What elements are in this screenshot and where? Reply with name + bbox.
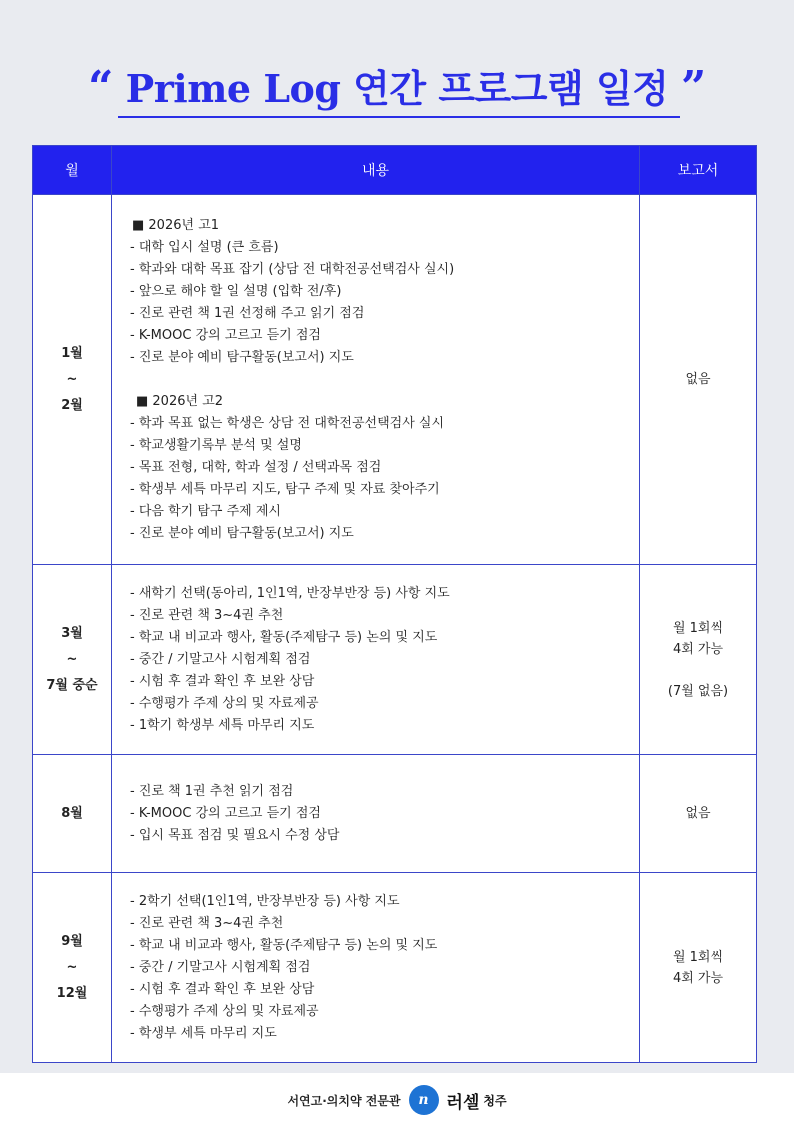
- list-item: - 학교생활기록부 분석 및 설명: [130, 437, 302, 453]
- list-item: - 2학기 선택(1인1역, 반장부반장 등) 사항 지도: [130, 893, 400, 909]
- report-line: 월 1회씩: [672, 620, 724, 636]
- month-line: 1월: [61, 345, 83, 361]
- month-line: 8월: [61, 805, 83, 821]
- list-item: - 학생부 세특 마무리 지도: [130, 1025, 277, 1041]
- brand-name: 러셀: [446, 1092, 480, 1113]
- brand-emblem-icon: n: [409, 1085, 439, 1115]
- title-text: Prime Log 연간 프로그램 일정: [125, 66, 669, 111]
- header-report: 보고서: [640, 146, 757, 195]
- list-item: - K-MOOC 강의 고르고 듣기 점검: [130, 327, 321, 343]
- content-cell: [112, 755, 640, 873]
- list-item: - 1학기 학생부 세특 마무리 지도: [130, 717, 315, 733]
- content-cell: [112, 565, 640, 755]
- report-line: (7월 없음): [667, 683, 729, 699]
- list-item: - 시험 후 결과 확인 후 보완 상담: [130, 981, 315, 997]
- report-cell: [640, 873, 757, 1063]
- report-line: 4회 가능: [672, 970, 724, 986]
- month-line: ~: [66, 959, 78, 975]
- schedule-table: [32, 145, 757, 1063]
- list-item: - 입시 목표 점검 및 필요시 수정 상담: [130, 827, 340, 843]
- month-cell: [33, 755, 112, 873]
- section-heading: ■ 2026년 고1: [132, 217, 220, 233]
- month-line: 7월 중순: [46, 677, 98, 693]
- table-row: [33, 755, 757, 873]
- list-item: - 학교 내 비교과 행사, 활동(주제탐구 등) 논의 및 지도: [130, 937, 438, 953]
- brand-tagline: 서연고·의치약 전문관: [287, 1093, 401, 1108]
- brand-city: 청주: [483, 1093, 507, 1108]
- spacer: [130, 369, 639, 391]
- page-title: [0, 58, 794, 113]
- list-item: - 앞으로 해야 할 일 설명 (입학 전/후): [130, 283, 342, 299]
- report-line: 없음: [685, 806, 711, 821]
- section-heading: ■ 2026년 고2: [136, 393, 224, 409]
- report-line: 4회 가능: [672, 641, 724, 657]
- list-item: - 학생부 세특 마무리 지도, 탐구 주제 및 자료 찾아주기: [130, 481, 440, 497]
- list-item: - 다음 학기 탐구 주제 제시: [130, 503, 281, 519]
- report-line: 월 1회씩: [672, 949, 724, 965]
- brand-logo: [0, 1085, 794, 1115]
- list-item: - 진로 관련 책 3~4권 추천: [130, 607, 284, 623]
- month-line: 2월: [61, 397, 83, 413]
- list-item: - 진로 분야 예비 탐구활동(보고서) 지도: [130, 525, 354, 541]
- header-content: 내용: [112, 146, 640, 195]
- list-item: - 목표 전형, 대학, 학과 설정 / 선택과목 점검: [130, 459, 382, 475]
- table-row: [33, 873, 757, 1063]
- month-line: 9월: [61, 933, 83, 949]
- list-item: - 진로 관련 책 1권 선정해 주고 읽기 점검: [130, 305, 365, 321]
- list-item: - 진로 관련 책 3~4권 추천: [130, 915, 284, 931]
- report-line: 없음: [685, 372, 711, 387]
- report-cell: [640, 195, 757, 565]
- list-item: - K-MOOC 강의 고르고 듣기 점검: [130, 805, 321, 821]
- table-row: [33, 565, 757, 755]
- report-line: [641, 660, 755, 681]
- list-item: - 대학 입시 설명 (큰 흐름): [130, 239, 279, 255]
- open-quote: “: [88, 62, 113, 113]
- header-month: 월: [33, 146, 112, 195]
- list-item: - 중간 / 기말고사 시험계획 점검: [130, 959, 311, 975]
- list-item: - 진로 분야 예비 탐구활동(보고서) 지도: [130, 349, 354, 365]
- month-cell: [33, 195, 112, 565]
- list-item: - 시험 후 결과 확인 후 보완 상담: [130, 673, 315, 689]
- content-cell: [112, 195, 640, 565]
- header-row: [33, 146, 757, 195]
- month-cell: [33, 565, 112, 755]
- list-item: - 학교 내 비교과 행사, 활동(주제탐구 등) 논의 및 지도: [130, 629, 438, 645]
- content-cell: [112, 873, 640, 1063]
- list-item: - 수행평가 주제 상의 및 자료제공: [130, 1003, 319, 1019]
- table-row: [33, 195, 757, 565]
- report-cell: [640, 755, 757, 873]
- list-item: - 수행평가 주제 상의 및 자료제공: [130, 695, 319, 711]
- title-underline: [118, 116, 680, 118]
- close-quote: ”: [681, 62, 706, 113]
- list-item: - 학과와 대학 목표 잡기 (상담 전 대학전공선택검사 실시): [130, 261, 455, 277]
- title-block: [0, 52, 794, 132]
- list-item: - 새학기 선택(동아리, 1인1역, 반장부반장 등) 사항 지도: [130, 585, 450, 601]
- footer: [0, 1073, 794, 1123]
- list-item: - 학과 목표 없는 학생은 상담 전 대학전공선택검사 실시: [130, 415, 445, 431]
- month-line: ~: [66, 371, 78, 387]
- month-line: 3월: [61, 625, 83, 641]
- list-item: - 중간 / 기말고사 시험계획 점검: [130, 651, 311, 667]
- month-line: 12월: [56, 985, 88, 1001]
- month-cell: [33, 873, 112, 1063]
- month-line: ~: [66, 651, 78, 667]
- report-cell: [640, 565, 757, 755]
- list-item: - 진로 책 1권 추천 읽기 점검: [130, 783, 294, 799]
